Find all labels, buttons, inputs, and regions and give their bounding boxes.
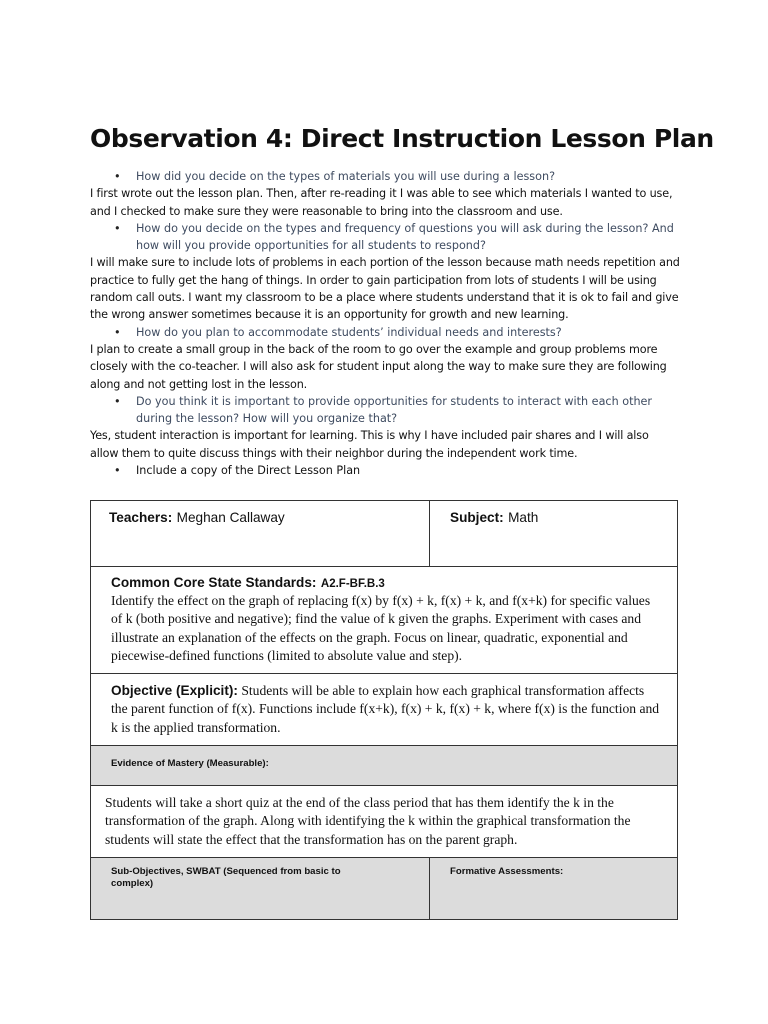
answer-paragraph: Yes, student interaction is important for learning. This is why I have included pair shares and I will also allow them to quite discuss things with their neighbor during the independent work time. <box>90 429 649 460</box>
evidence-text: Students will take a short quiz at the end of the class period that has them identify the k in the transformation of the graph. Along with identifying the k within the graphical transformation the students will state the effect that the transformation has on the parent graph. <box>105 795 631 847</box>
question-bullet: • Do you think it is important to provide opportunities for students to interact with each other during the lesson? How will you organize that? <box>90 393 680 428</box>
objective-text: Students will be able to explain how each graphical transformation affects the parent function of f(x). Functions include f(x+k), f(x) + k, f(x) + k, where f(x) is the function and k is the applied transformation. <box>111 683 660 735</box>
teachers-cell <box>91 501 430 567</box>
objective-label: Objective (Explicit): <box>111 683 238 699</box>
formative-cell <box>430 857 678 919</box>
question-bullet: • How do you decide on the types and frequency of questions you will ask during the lesson? And how will you provide opportunities for all students to respond? <box>90 220 680 255</box>
subobjectives-cell <box>91 857 430 919</box>
answer-paragraph: I first wrote out the lesson plan. Then, after re-reading it I was able to see which materials I wanted to use, and I checked to make sure they were reasonable to bring into the classroom and use. <box>90 187 673 218</box>
question-bullet: • How did you decide on the types of materials you will use during a lesson? <box>90 168 680 185</box>
standards-cell <box>91 567 678 674</box>
standards-label: Common Core State Standards: <box>111 575 317 590</box>
teachers-label: Teachers: <box>109 510 173 525</box>
answer-paragraph: I plan to create a small group in the back of the room to go over the example and group problems more closely with the co-teacher. I will also ask for student input along the way to make sure they are following along and not getting lost in the lesson. <box>90 342 667 391</box>
subject-cell <box>430 501 678 567</box>
teachers-value: Meghan Callaway <box>176 510 285 525</box>
objective-cell <box>91 674 678 746</box>
final-bullet: • Include a copy of the Direct Lesson Plan <box>90 462 680 479</box>
reflection-questions <box>90 168 680 479</box>
subobjectives-label: Sub-Objectives, SWBAT (Sequenced from basic to complex) <box>111 865 341 889</box>
evidence-label: Evidence of Mastery (Measurable): <box>111 758 269 770</box>
subject-label: Subject: <box>450 510 504 525</box>
answer-paragraph: I will make sure to include lots of problems in each portion of the lesson because math needs repetition and practice to fully get the hang of things. In order to gain participation from lots of students I will be using random call outs. I want my classroom to be a place where students understand that it is ok to fail and give the wrong answer sometimes because it is an opportunity for growth and new learning. <box>90 256 680 322</box>
lesson-plan-table <box>90 500 678 920</box>
evidence-header-cell <box>91 746 678 786</box>
page-title: Observation 4: Direct Instruction Lesson Plan <box>90 124 714 153</box>
formative-label: Formative Assessments: <box>450 865 564 877</box>
standards-code: A2.F-BF.B.3 <box>320 578 385 590</box>
standards-text: Identify the effect on the graph of replacing f(x) by f(x) + k, f(x) + k, and f(x+k) for specific values of k (both positive and negative); find the value of k given the graphs. Experiment with cases and illustrate an explanation of the effects on the graph. Focus on linear, quadratic, exponential and piecewise-defined functions (limited to absolute value and step). <box>111 593 651 663</box>
evidence-text-cell <box>91 786 678 858</box>
subject-value: Math <box>508 510 539 525</box>
question-bullet: • How do you plan to accommodate students’ individual needs and interests? <box>90 324 680 341</box>
